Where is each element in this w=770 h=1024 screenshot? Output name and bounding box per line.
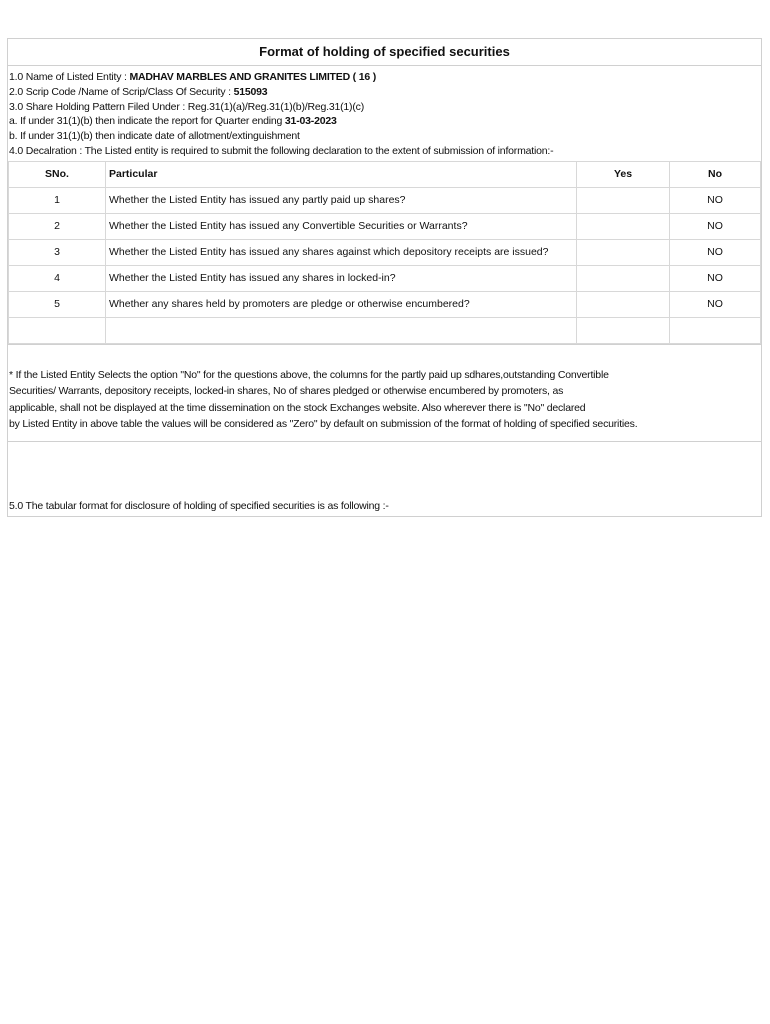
cell-particular: Whether the Listed Entity has issued any shares in locked-in? xyxy=(106,265,577,291)
cell-sno: 3 xyxy=(9,239,106,265)
scrip-code-line xyxy=(9,85,761,100)
cell-no: NO xyxy=(670,291,761,317)
entity-name-label: 1.0 Name of Listed Entity : xyxy=(9,71,130,83)
cell-no: NO xyxy=(670,239,761,265)
cell-yes xyxy=(577,265,670,291)
declaration-line: 4.0 Decalration : The Listed entity is required to submit the following declaration to the extent of submission of information:- xyxy=(9,144,554,157)
quarter-ending-line xyxy=(9,114,761,129)
cell-no: NO xyxy=(670,265,761,291)
document-sheet xyxy=(7,38,762,517)
footnote xyxy=(8,344,761,441)
cell-empty xyxy=(9,317,106,343)
header-sno: SNo. xyxy=(9,161,106,187)
table-header-row xyxy=(9,161,761,187)
table-row xyxy=(9,213,761,239)
cell-particular: Whether the Listed Entity has issued any Convertible Securities or Warrants? xyxy=(106,213,577,239)
cell-no: NO xyxy=(670,187,761,213)
cell-empty xyxy=(106,317,577,343)
scrip-code-value: 515093 xyxy=(233,85,268,98)
cell-particular: Whether the Listed Entity has issued any shares against which depository receipts are issued? xyxy=(106,239,577,265)
cell-yes xyxy=(577,187,670,213)
footnote-line: by Listed Entity in above table the values will be considered as "Zero" by default on submission of the format of holding of specified securities. xyxy=(9,418,638,431)
empty-table-row xyxy=(9,317,761,343)
cell-sno: 1 xyxy=(9,187,106,213)
cell-empty xyxy=(577,317,670,343)
footnote-line: * If the Listed Entity Selects the option "No" for the questions above, the columns for the partly paid up sdhares,outstanding Convertible xyxy=(9,368,609,381)
quarter-ending-value: 31-03-2023 xyxy=(284,115,337,128)
footnote-line: applicable, shall not be displayed at the time dissemination on the stock Exchanges website. Also wherever there is "No" declared xyxy=(9,401,586,414)
allotment-date-line: b. If under 31(1)(b) then indicate date of allotment/extinguishment xyxy=(9,130,300,143)
cell-sno: 2 xyxy=(9,213,106,239)
scrip-code-label: 2.0 Scrip Code /Name of Scrip/Class Of Security : xyxy=(9,85,234,98)
table-row xyxy=(9,239,761,265)
entity-name-line xyxy=(9,70,761,85)
table-row xyxy=(9,265,761,291)
cell-sno: 5 xyxy=(9,291,106,317)
cell-empty xyxy=(670,317,761,343)
cell-yes xyxy=(577,239,670,265)
entity-info xyxy=(8,66,761,161)
header-yes: Yes xyxy=(577,161,670,187)
cell-sno: 4 xyxy=(9,265,106,291)
cell-no: NO xyxy=(670,213,761,239)
tabular-format-section xyxy=(8,441,761,516)
cell-particular: Whether the Listed Entity has issued any partly paid up shares? xyxy=(106,187,577,213)
page-title: Format of holding of specified securities xyxy=(8,39,761,66)
cell-particular: Whether any shares held by promoters are pledge or otherwise encumbered? xyxy=(106,291,577,317)
header-particular: Particular xyxy=(106,161,577,187)
quarter-ending-label: a. If under 31(1)(b) then indicate the report for Quarter ending xyxy=(9,115,285,128)
footnote-line: Securities/ Warrants, depository receipts, locked-in shares, No of shares pledged or otherwise encumbered by promoters, as xyxy=(9,385,564,398)
table-row xyxy=(9,187,761,213)
entity-name-value: MADHAV MARBLES AND GRANITES LIMITED ( 16 ) xyxy=(129,71,376,83)
declaration-table xyxy=(8,161,761,344)
table-row xyxy=(9,291,761,317)
filed-under-line: 3.0 Share Holding Pattern Filed Under : Reg.31(1)(a)/Reg.31(1)(b)/Reg.31(1)(c) xyxy=(9,100,364,113)
tabular-format-line: 5.0 The tabular format for disclosure of holding of specified securities is as following :- xyxy=(9,499,389,512)
header-no: No xyxy=(670,161,761,187)
cell-yes xyxy=(577,213,670,239)
cell-yes xyxy=(577,291,670,317)
